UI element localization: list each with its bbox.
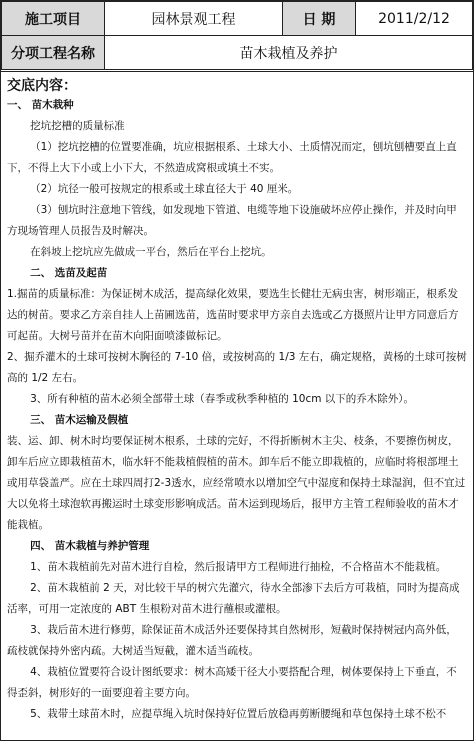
project-name: 园林景观工程 bbox=[105, 2, 283, 36]
paragraph: 1、苗木栽植前先对苗木进行自检，然后报请甲方工程师进行抽检，不合格苗木不能栽植。 bbox=[30, 561, 447, 573]
label-date: 日 期 bbox=[283, 2, 356, 36]
date-value: 2011/2/12 bbox=[356, 2, 473, 36]
content-heading: 交底内容： bbox=[7, 78, 77, 94]
paragraph: 2、苗木栽植前 2 天，对比较干旱的树穴先灌穴，待水全部渗下去后方可栽植，同时为提高成活率，可用一定浓度的 ABT 生根粉对苗木进行蘸根或灌根。 bbox=[7, 582, 460, 615]
section-heading: 二、 选苗及起苗 bbox=[30, 267, 108, 279]
paragraph: （2）坑径一般可按规定的根系或土球直径大于 40 厘米。 bbox=[30, 183, 299, 195]
paragraph: （1）挖坑挖槽的位置要准确，坑应根据根系、土球大小、土质情况而定，刨坑刨槽要直上直下，不得上大下小或上小下大，不然造成窝根或填土不实。 bbox=[7, 141, 457, 174]
section-heading: 三、 苗木运输及假植 bbox=[30, 414, 129, 426]
section-heading: 一、 苗木栽种 bbox=[7, 99, 74, 111]
paragraph: 5、栽带土球苗木时，应提草绳入坑时保持好位置后放稳再剪断腰绳和草包保持土球不松不 bbox=[30, 708, 447, 720]
paragraph: 1.掘苗的质量标准：为保证树木成活，提高绿化效果，要选生长健壮无病虫害，树形端正，根系发达的树苗。要求乙方亲自挂人上苗圃选苗，选苗时要求甲方亲自去选或乙方摄照片让甲方同意后方可起苗。大树号苗并在苗木向阳面喷漆做标记。 bbox=[7, 288, 459, 342]
subproject-name: 苗木栽植及养护 bbox=[105, 36, 473, 70]
header-table bbox=[1, 1, 473, 70]
content-area bbox=[1, 71, 473, 743]
paragraph: 4、栽植位置要符合设计图纸要求：树木高矮干径大小要搭配合理，树体要保持上下垂直，不得歪斜，树形好的一面要迎着主要方向。 bbox=[7, 666, 457, 699]
label-subproject: 分项工程名称 bbox=[2, 36, 105, 70]
header-row-project bbox=[2, 2, 473, 36]
paragraph: 装、运、卸、树木时均要保证树木根系，土球的完好，不得折断树木主尖、枝条，不要擦伤树皮，卸车后应立即栽植苗木，临水轩不能栽植假植的苗木。卸车后不能立即栽植的，应临时将根部埋土或用草袋盖严。应在土球四周打2-3透水，应经常喷水以增加空气中湿度和保持土球湿润，但不宜过大以免将土球泡软再搬运时土球变形影响成活。苗木运到现场后，报甲方主管工程师验收的苗木才能栽植。 bbox=[7, 435, 466, 531]
paragraph: 挖坑挖槽的质量标准 bbox=[30, 120, 125, 132]
section-heading: 四、 苗木栽植与养护管理 bbox=[30, 540, 150, 552]
paragraph: 2、掘乔灌木的土球可按树木胸径的 7-10 倍，或按树高的 1/3 左右，确定规格，黄杨的土球可按树高的 1/2 左右。 bbox=[7, 351, 467, 384]
paragraph: 3、所有种植的苗木必须全部带土球（春季或秋季种植的 10cm 以下的乔木除外）。 bbox=[30, 393, 415, 405]
header-row-subproject bbox=[2, 36, 473, 70]
label-project: 施工项目 bbox=[2, 2, 105, 36]
paragraph: 3、栽后苗木进行修剪，除保证苗木成活外还要保持其自然树形，短截时保持树冠内高外低，疏枝就保持外密内疏。大树适当短截，灌木适当疏枝。 bbox=[7, 624, 457, 657]
paragraph: （3）刨坑时注意地下管线，如发现地下管道、电缆等地下设施破坏应停止操作，并及时向甲方现场管理人员报告及时解决。 bbox=[7, 204, 457, 237]
paragraph: 在斜坡上挖坑应先做成一平台，然后在平台上挖坑。 bbox=[30, 246, 272, 258]
